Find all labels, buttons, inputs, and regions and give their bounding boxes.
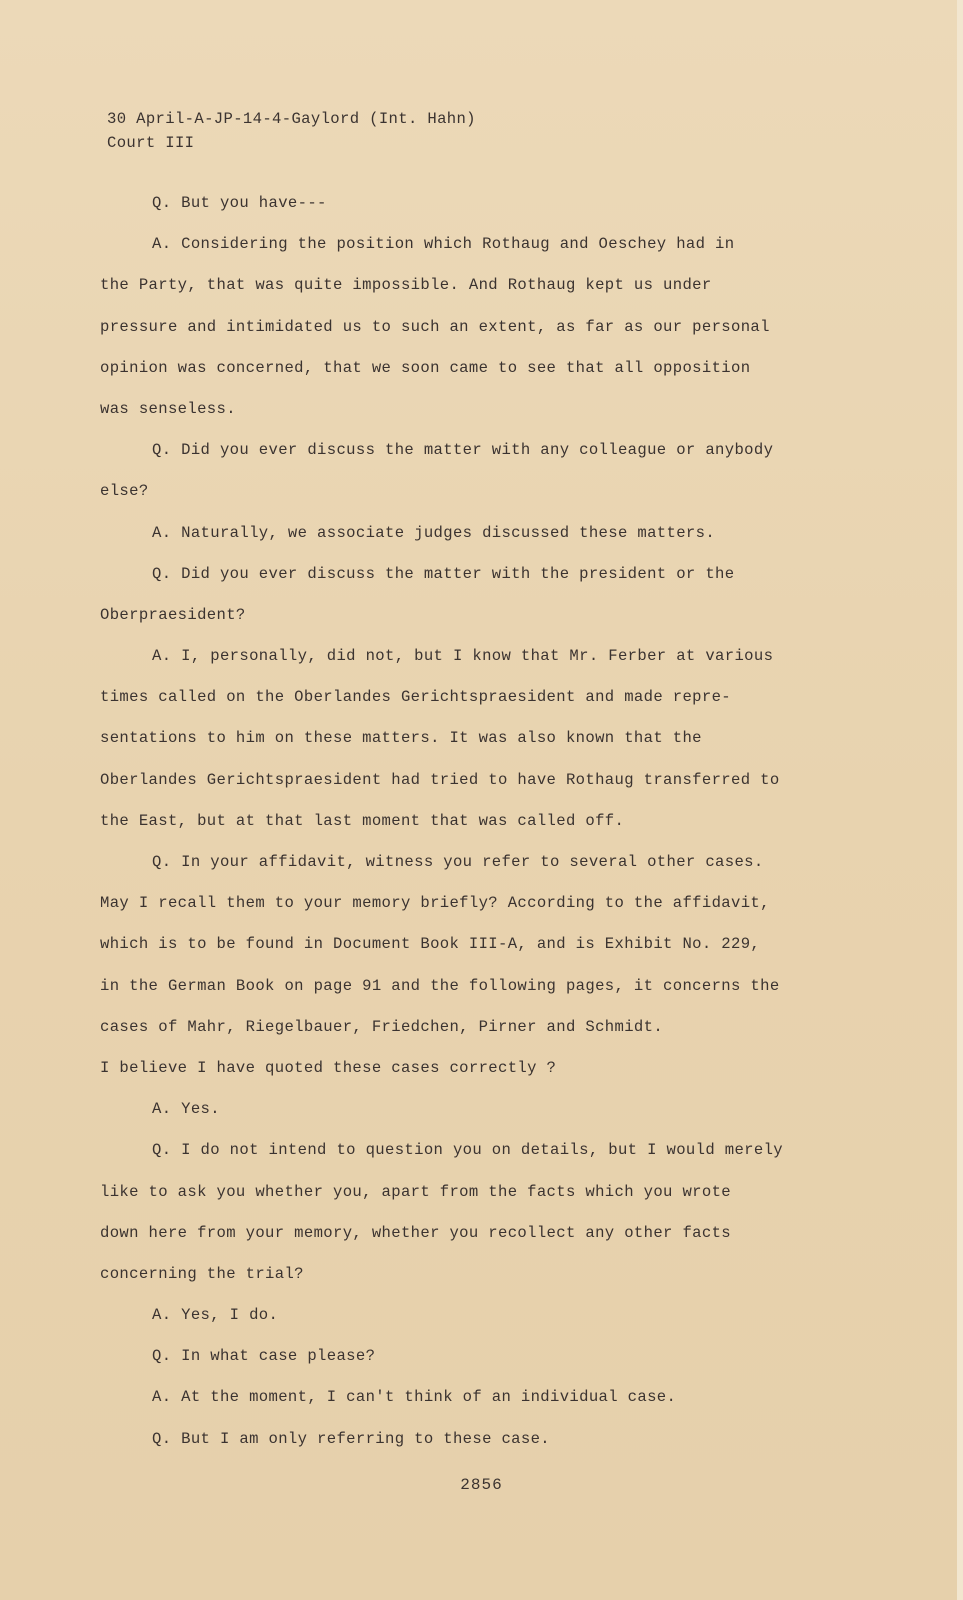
transcript-line: was senseless. — [100, 399, 236, 418]
transcript-line: in the German Book on page 91 and the following pages, it concerns the — [100, 976, 780, 995]
header-court: Court III — [107, 134, 195, 152]
transcript-line: sentations to him on these matters. It was also known that the — [100, 729, 702, 748]
transcript-line: the Party, that was quite impossible. And Rothaug kept us under — [100, 276, 712, 295]
transcript-line: Q. But you have--- — [152, 194, 327, 212]
transcript-line: cases of Mahr, Riegelbauer, Friedchen, Pirner and Schmidt. — [100, 1017, 664, 1036]
transcript-body — [100, 191, 860, 1468]
transcript-line: Oberlandes Gerichtspraesident had tried to have Rothaug transferred to — [100, 770, 780, 789]
transcript-line: opinion was concerned, that we soon came to see that all opposition — [100, 358, 751, 377]
page-edge — [957, 0, 963, 1600]
transcript-line: which is to be found in Document Book III-A, and is Exhibit No. 229, — [100, 935, 761, 954]
transcript-line: A. Naturally, we associate judges discussed these matters. — [152, 523, 716, 542]
transcript-line: pressure and intimidated us to such an extent, as far as our personal — [100, 317, 770, 336]
transcript-line: A. I, personally, did not, but I know that Mr. Ferber at various — [152, 647, 774, 666]
transcript-line: the East, but at that last moment that was called off. — [100, 811, 625, 830]
transcript-line: times called on the Oberlandes Gerichtspraesident and made repre- — [100, 688, 732, 707]
page-number: 2856 — [460, 1476, 503, 1494]
transcript-line: else? — [100, 482, 149, 501]
transcript-line: Q. In your affidavit, witness you refer to several other cases. — [152, 853, 764, 871]
transcript-line: A. At the moment, I can't think of an individual case. — [152, 1388, 677, 1407]
transcript-line: down here from your memory, whether you recollect any other facts — [100, 1223, 732, 1242]
transcript-line: Oberpraesident? — [100, 605, 246, 624]
transcript-line: Q. Did you ever discuss the matter with the president or the — [152, 564, 735, 583]
transcript-line: concerning the trial? — [100, 1264, 304, 1283]
transcript-line: Q. In what case please? — [152, 1347, 376, 1366]
document-header — [107, 107, 476, 155]
transcript-line: A. Yes. — [152, 1100, 220, 1119]
transcript-line: Q. I do not intend to question you on details, but I would merely — [152, 1141, 784, 1160]
transcript-line: A. Yes, I do. — [152, 1306, 279, 1325]
transcript-line: A. Considering the position which Rothaug and Oeschey had in — [152, 235, 735, 254]
transcript-line: Q. Did you ever discuss the matter with any colleague or anybody — [152, 441, 774, 460]
header-reference: 30 April-A-JP-14-4-Gaylord (Int. Hahn) — [107, 110, 476, 128]
transcript-line: like to ask you whether you, apart from the facts which you wrote — [100, 1182, 732, 1201]
transcript-line: May I recall them to your memory briefly? According to the affidavit, — [100, 894, 770, 913]
transcript-line: Q. But I am only referring to these case. — [152, 1429, 551, 1448]
transcript-line: I believe I have quoted these cases correctly ? — [100, 1058, 557, 1077]
